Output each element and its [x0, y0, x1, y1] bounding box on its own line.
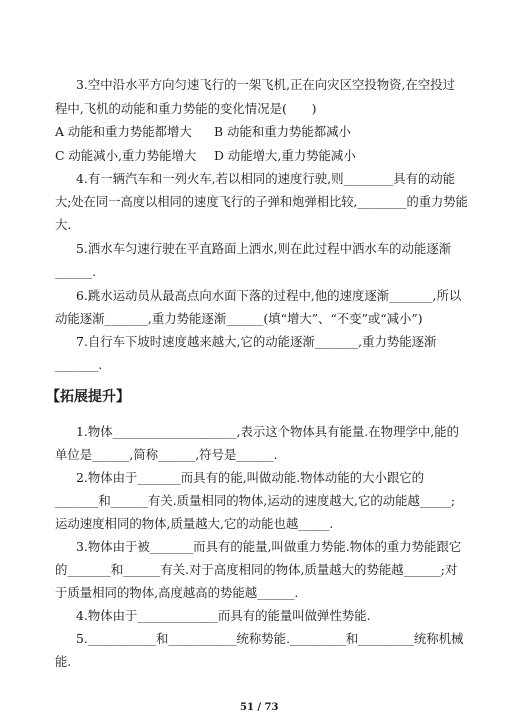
ext3-line3: 于质量相同的物体,高度越高的势能越______. [55, 585, 299, 600]
ext1-line1: 1.物体____________________,表示这个物体具有能量.在物理学中,能的 [76, 424, 459, 439]
q7-line1: 7.自行车下坡时速度越来越大,它的动能逐渐_______,重力势能逐渐 [76, 334, 437, 349]
q4-line2: 大;处在同一高度以相同的速度飞行的子弹和炮弹相比较,________的重力势能 [55, 195, 468, 209]
q4-line1: 4.有一辆汽车和一列火车,若以相同的速度行驶,则________具有的动能 [76, 171, 456, 186]
ext3-line1: 3.物体由于被_______而具有的能量,叫做重力势能.物体的重力势能跟它 [76, 539, 462, 554]
q5-line2: ______. [55, 264, 97, 279]
q3-option-a: A 动能和重力势能都增大 [55, 124, 192, 139]
ext2-line2: _______和______有关.质量相同的物体,运动的速度越大,它的动能越_____; [55, 493, 456, 508]
page-number: 51 / 73 [240, 702, 279, 713]
q6-line1: 6.跳水运动员从最高点向水面下落的过程中,他的速度逐渐_______,所以 [76, 288, 462, 303]
q3-option-b: B 动能和重力势能都减小 [214, 124, 351, 139]
q3-option-d: D 动能增大,重力势能减小 [214, 148, 356, 163]
q7-line2: _______. [55, 357, 103, 372]
ext2-line3: 运动速度相同的物体,质量越大,它的动能也越_____. [55, 516, 334, 531]
q3-line1: 3.空中沿水平方向匀速飞行的一架飞机,正在向灾区空投物资,在空投过 [76, 77, 456, 92]
ext4-line1: 4.物体由于_____________而具有的能量叫做弹性势能. [76, 608, 371, 623]
q5-line1: 5.洒水车匀速行驶在平直路面上洒水,则在此过程中洒水车的动能逐渐 [76, 241, 452, 256]
ext5-line1: 5.___________和___________统称势能._________和_________统称机械 [76, 631, 464, 646]
q3-line2: 程中,飞机的动能和重力势能的变化情况是( ) [55, 101, 317, 116]
ext3-line2: 的_______和______有关.对于高度相同的物体,质量越大的势能越______;对 [55, 562, 458, 577]
ext2-line1: 2.物体由于_______而具有的能,叫做动能.物体动能的大小跟它的 [76, 470, 425, 485]
q6-line2: 动能逐渐_______,重力势能逐渐______(填“增大”、“不变”或“减小”) [55, 311, 423, 326]
ext1-line2: 单位是______,简称______,符号是______. [55, 447, 278, 462]
section-title: 【拓展提升】 [46, 389, 130, 405]
q4-line3: 大. [55, 217, 72, 232]
q3-option-c: C 动能减小,重力势能增大 [55, 148, 197, 163]
ext5-line2: 能. [55, 654, 72, 669]
